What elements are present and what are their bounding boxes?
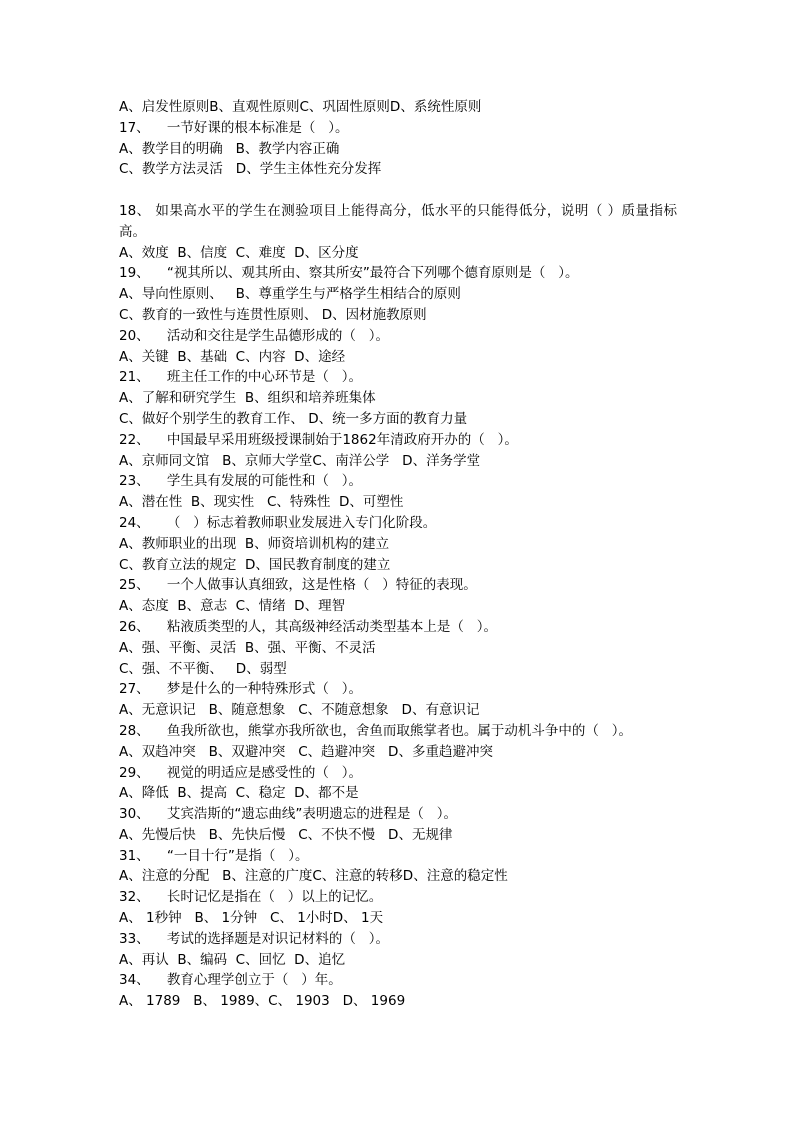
question-27: 27、 梦是什么的一种特殊形式（ ）。	[119, 681, 362, 698]
question-31: 31、 “一目十行”是指（ ）。	[119, 847, 309, 864]
option-line: A、潜在性 B、现实性 C、特殊性 D、可塑性	[119, 494, 404, 511]
question-24: 24、 （ ）标志着教师职业发展进入专门化阶段。	[119, 514, 437, 531]
option-line: A、 1秒钟 B、 1分钟 C、 1小时D、 1天	[119, 910, 384, 927]
question-18: 18、 如果高水平的学生在测验项目上能得高分，低水平的只能得低分，说明（ ）质量指标高。	[119, 202, 677, 240]
option-line: A、先慢后快 B、先快后慢 C、不快不慢 D、无规律	[119, 826, 453, 843]
option-line: A、 1789 B、 1989、C、 1903 D、 1969	[119, 993, 406, 1010]
option-line: C、教学方法灵活 D、学生主体性充分发挥	[119, 161, 382, 178]
question-34: 34、 教育心理学创立于（ ）年。	[119, 972, 342, 989]
option-line: C、强、不平衡、 D、弱型	[119, 660, 287, 677]
option-line: C、教育立法的规定 D、国民教育制度的建立	[119, 556, 391, 573]
option-line: C、教育的一致性与连贯性原则、 D、因材施教原则	[119, 306, 427, 323]
option-line: A、态度 B、意志 C、情绪 D、理智	[119, 598, 346, 615]
question-30: 30、 艾宾浩斯的“遗忘曲线”表明遗忘的进程是（ ）。	[119, 806, 457, 823]
option-line: A、注意的分配 B、注意的广度C、注意的转移D、注意的稳定性	[119, 868, 508, 885]
option-line: A、无意识记 B、随意想象 C、不随意想象 D、有意识记	[119, 702, 480, 719]
option-line: A、双趋冲突 B、双避冲突 C、趋避冲突 D、多重趋避冲突	[119, 743, 493, 760]
question-17: 17、 一节好课的根本标准是（ ）。	[119, 119, 349, 136]
option-line: A、导向性原则、 B、尊重学生与严格学生相结合的原则	[119, 286, 461, 303]
document-page	[119, 97, 677, 1012]
option-line: A、强、平衡、灵活 B、强、平衡、不灵活	[119, 639, 376, 656]
blank-line	[119, 180, 677, 201]
question-32: 32、 长时记忆是指在（ ）以上的记忆。	[119, 889, 383, 906]
option-line: A、京师同文馆 B、京师大学堂C、南洋公学 D、洋务学堂	[119, 452, 481, 469]
question-29: 29、 视觉的明适应是感受性的（ ）。	[119, 764, 362, 781]
question-19: 19、 “视其所以、观其所由、察其所安”最符合下列哪个德育原则是（ ）。	[119, 265, 579, 282]
option-line: A、关键 B、基础 C、内容 D、途经	[119, 348, 346, 365]
question-33: 33、 考试的选择题是对识记材料的（ ）。	[119, 930, 389, 947]
question-26: 26、 粘液质类型的人，其高级神经活动类型基本上是（ ）。	[119, 618, 497, 635]
option-line: A、效度 B、信度 C、难度 D、区分度	[119, 244, 359, 261]
option-line: A、降低 B、提高 C、稳定 D、都不是	[119, 785, 359, 802]
option-line: A、教师职业的出现 B、师资培训机构的建立	[119, 535, 390, 552]
question-22: 22、 中国最早采用班级授课制始于1862年清政府开办的（ ）。	[119, 431, 518, 448]
question-21: 21、 班主任工作的中心环节是（ ）。	[119, 369, 362, 386]
option-line: A、启发性原则B、直观性原则C、巩固性原则D、系统性原则	[119, 99, 482, 115]
question-25: 25、 一个人做事认真细致，这是性格（ ）特征的表现。	[119, 577, 477, 594]
question-20: 20、 活动和交往是学生品德形成的（ ）。	[119, 327, 389, 344]
question-28: 28、 鱼我所欲也，熊掌亦我所欲也，舍鱼而取熊掌者也。属于动机斗争中的（ ）。	[119, 722, 632, 739]
option-line: A、教学目的明确 B、教学内容正确	[119, 140, 340, 157]
option-line: A、了解和研究学生 B、组织和培养班集体	[119, 390, 376, 407]
question-23: 23、 学生具有发展的可能性和（ ）。	[119, 473, 362, 490]
option-line: A、再认 B、编码 C、回忆 D、追忆	[119, 951, 346, 968]
option-line: C、做好个别学生的教育工作、 D、统一多方面的教育力量	[119, 410, 468, 427]
